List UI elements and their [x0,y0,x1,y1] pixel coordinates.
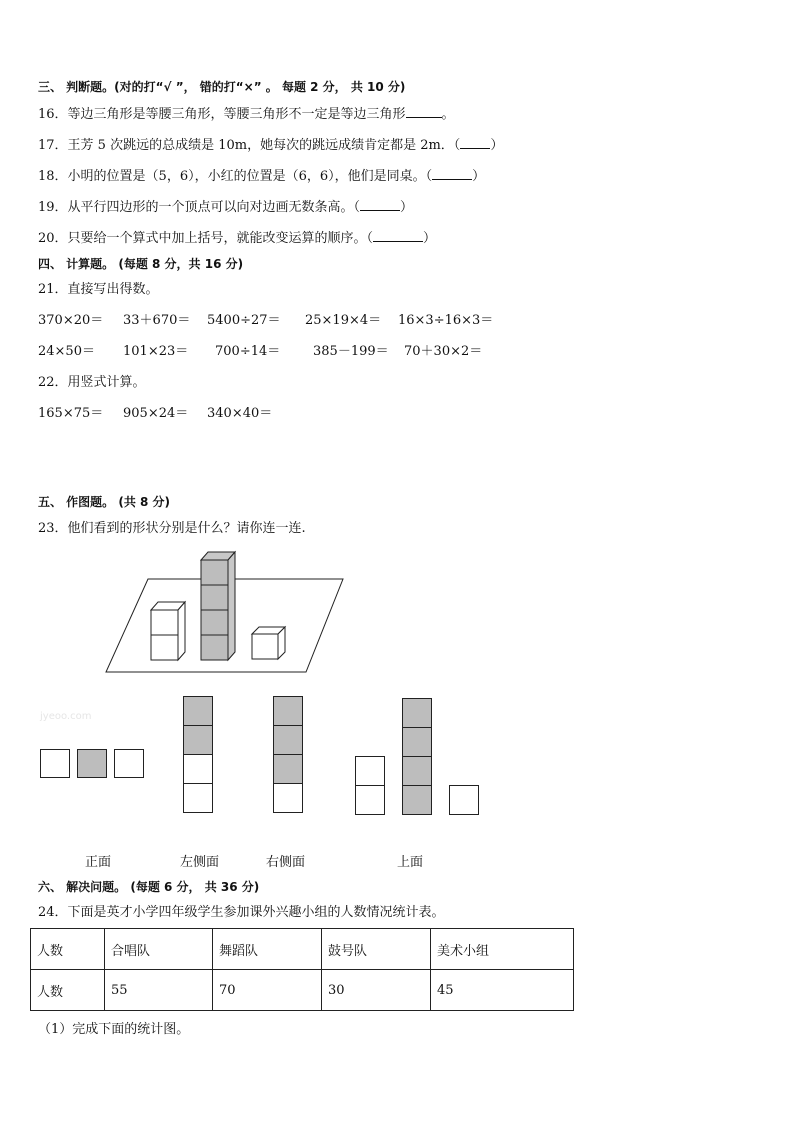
question-18-tail: ） [472,169,486,184]
table-cell: 70 [213,970,322,1011]
view-square-white [273,783,303,813]
answer-blank-16[interactable] [406,104,442,118]
view-square-grey [402,698,432,728]
calc-expression: 24×50＝ [38,344,95,359]
calc-expression: 33＋670＝ [123,313,191,328]
question-22: 22．用竖式计算。 [38,375,146,390]
table-row [31,929,574,970]
view-square-grey [402,756,432,786]
question-20-text: 20．只要给一个算式中加上括号，就能改变运算的顺序。（ [38,231,374,246]
table-cell: 55 [105,970,213,1011]
view-square-grey [273,725,303,755]
calc-expression: 905×24＝ [123,406,189,421]
question-24: 24．下面是英才小学四年级学生参加课外兴趣小组的人数情况统计表。 [38,905,445,920]
section-4-title: 四、 计算题。 (每题 8 分，共 16 分) [38,257,244,271]
view-square-grey [402,727,432,757]
label-right-view: 右侧面 [266,855,306,870]
question-17-text: 17．王芳 5 次跳远的总成绩是 10m，她每次的跳远成绩肯定都是 2m．（ [38,138,461,153]
answer-blank-18[interactable] [432,166,472,180]
question-19 [38,197,413,217]
label-top-view: 上面 [397,855,424,870]
question-21: 21．直接写出得数。 [38,282,159,297]
label-front-view: 正面 [85,855,112,870]
question-16 [38,104,455,124]
left-cube-stack [151,602,185,660]
middle-cube-stack [201,552,235,660]
table-header-cell: 人数 [31,929,105,970]
section-3-title: 三、 判断题。(对的打“√ ”， 错的打“×” 。 每题 2 分， 共 10 分) [38,80,406,94]
calc-expression: 700÷14＝ [215,344,281,359]
question-19-tail: ） [400,200,414,215]
answer-blank-20[interactable] [373,228,423,242]
calc-expression: 25×19×4＝ [305,313,382,328]
question-17 [38,135,503,155]
question-16-tail: 。 [441,107,455,122]
table-header-cell: 鼓号队 [322,929,431,970]
calc-expression: 5400÷27＝ [207,313,281,328]
table-cell: 人数 [31,970,105,1011]
view-square-white [114,749,144,778]
block-arrangement-figure [100,548,350,676]
view-square-grey [273,696,303,726]
view-square-grey [273,754,303,784]
view-square-grey [183,725,213,755]
view-square-grey [183,696,213,726]
interest-group-table [30,928,574,1011]
question-18 [38,166,485,186]
question-20 [38,228,436,248]
calc-expression: 16×3÷16×3＝ [398,313,494,328]
view-square-white [183,754,213,784]
section-6-title: 六、 解决问题。 (每题 6 分， 共 36 分) [38,880,260,894]
question-18-text: 18．小明的位置是（5，6），小红的位置是（6，6），他们是同桌。（ [38,169,433,184]
label-left-view: 左侧面 [180,855,220,870]
calc-expression: 165×75＝ [38,406,104,421]
calc-expression: 385－199＝ [313,344,389,359]
view-square-white [449,785,479,815]
right-single-cube [252,627,285,659]
question-20-tail: ） [423,231,437,246]
view-square-grey [402,785,432,815]
table-cell: 45 [431,970,574,1011]
question-16-text: 16．等边三角形是等腰三角形，等腰三角形不一定是等边三角形 [38,107,406,122]
watermark: jyeoo.com [40,711,92,722]
view-square-grey [77,749,107,778]
question-17-tail: ） [490,138,504,153]
calc-expression: 370×20＝ [38,313,104,328]
sub-question-1: （1）完成下面的统计图。 [38,1022,190,1037]
view-square-white [355,756,385,786]
section-5-title: 五、 作图题。 (共 8 分) [38,495,171,509]
view-square-white [355,785,385,815]
table-header-cell: 舞蹈队 [213,929,322,970]
question-19-text: 19．从平行四边形的一个顶点可以向对边画无数条高。（ [38,200,361,215]
question-23: 23．他们看到的形状分别是什么？请你连一连. [38,521,306,536]
table-row [31,970,574,1011]
calc-expression: 70＋30×2＝ [404,344,483,359]
view-square-white [40,749,70,778]
table-header-cell: 合唱队 [105,929,213,970]
answer-blank-19[interactable] [360,197,400,211]
table-header-cell: 美术小组 [431,929,574,970]
table-cell: 30 [322,970,431,1011]
calc-expression: 340×40＝ [207,406,273,421]
answer-blank-17[interactable] [460,135,490,149]
view-square-white [183,783,213,813]
calc-expression: 101×23＝ [123,344,189,359]
